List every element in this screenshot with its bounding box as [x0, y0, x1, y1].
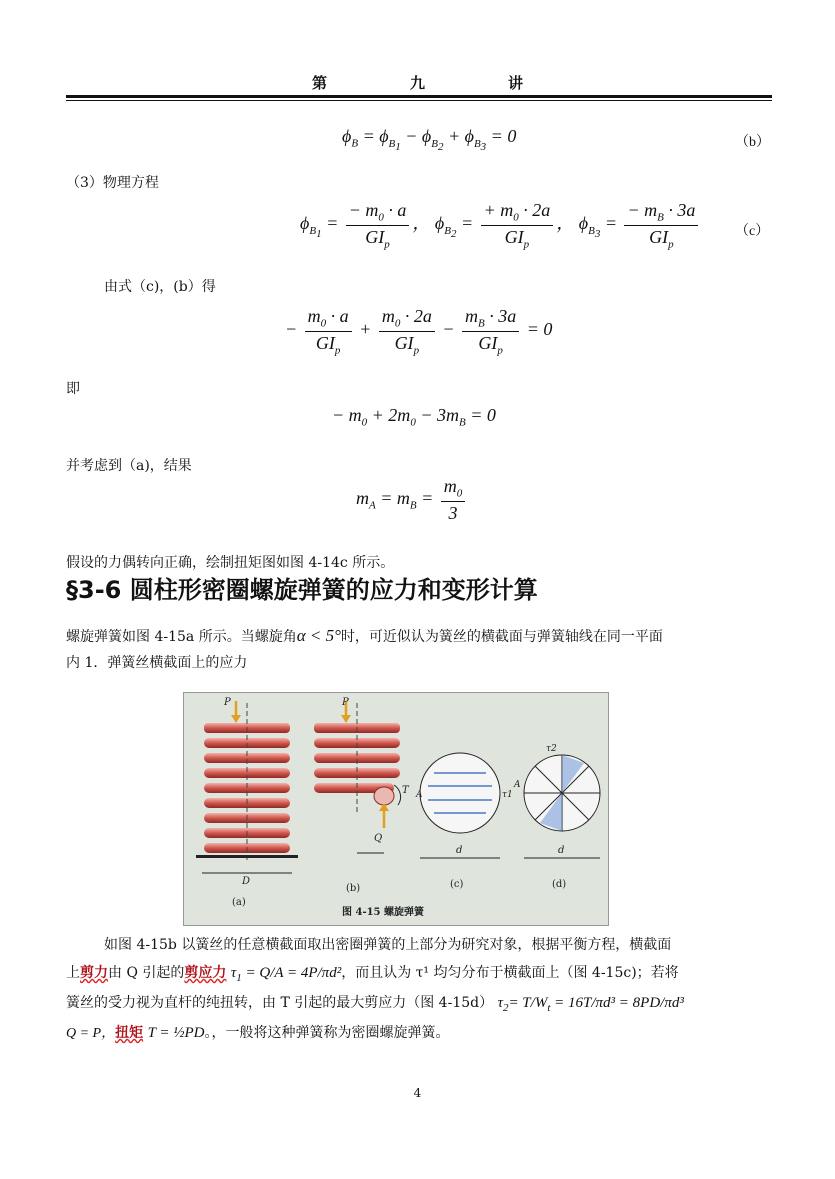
- link-niuju[interactable]: 扭矩: [115, 1025, 144, 1041]
- para-line3: [66, 992, 684, 1014]
- para-l2-a: 上: [66, 965, 80, 981]
- figure-caption: 图 4-15 螺旋弹簧: [342, 907, 424, 918]
- ji-text: 即: [66, 381, 80, 397]
- label-tau1: τ1: [502, 790, 513, 800]
- equation-combined: − $\frac{m_0 \cdot a}{GI_p}$ + $\frac{m_0 \cdot 2a}{GI_p}$ − $\frac{m_B \cdot 3a}{GI_p}$ = 0: [285, 306, 553, 357]
- label-A-c: A: [416, 790, 423, 800]
- page-number: 4: [413, 1086, 422, 1100]
- para-l4-b: 。，一般将这种弹簧称为密圈螺旋弹簧。: [204, 1025, 450, 1041]
- equation-result: $m_A = m_B$ = $\frac{m_0}{3}$: [356, 476, 468, 524]
- para-line4: [66, 1022, 450, 1042]
- tau1-formula: $\tau_1 = Q/A = 4P/\pi d^2$: [230, 965, 342, 984]
- label-tau2: τ2: [546, 744, 557, 754]
- label-d: (d): [552, 879, 567, 890]
- para-l2-b: 由 Q 引起的: [108, 965, 185, 981]
- label-p-a: P: [224, 697, 231, 708]
- para-l4-a: Q = P，: [66, 1026, 116, 1041]
- header-rule-thick: [66, 95, 772, 98]
- assume-text: 假设的力偶转向正确，绘制扭矩图如图 4-14c 所示。: [66, 555, 395, 571]
- intro-line1-b: 时，可近似认为簧丝的横截面与弹簧轴线在同一平面: [340, 629, 663, 645]
- label-D: D: [242, 876, 251, 887]
- equation-b: $\phi_B = \phi_{B_1} - \phi_{B_2} + \phi_{B_3} = 0$: [342, 126, 517, 153]
- equation-c: $\phi_{B_1}$ = $\frac{- m_0 \cdot a}{GI_p}$ ， $\phi_{B_2}$ = $\frac{+ m_0 \cdot 2a}{GI_p}$ ， $\phi_{B_3}$ = $\frac{- m_B \cdot 3a}{GI_p}$: [300, 200, 701, 250]
- intro-line1-a: 螺旋弹簧如图 4-15a 所示。当螺旋角: [66, 629, 297, 645]
- cross-section-d: [524, 755, 600, 858]
- cross-section-c: [420, 753, 500, 858]
- para-l2-c: ，而且认为 τ¹ 均匀分布于横截面上（图 4-15c)；若将: [341, 965, 679, 981]
- label-T: T: [402, 785, 409, 796]
- helix-angle-condition: α < 5°: [296, 626, 341, 645]
- link-jianli[interactable]: 剪力: [80, 965, 108, 981]
- derive-text: 由式（c)，(b）得: [104, 279, 216, 295]
- spring-figure-svg: [184, 693, 608, 925]
- label-c: (c): [450, 879, 464, 890]
- header-rule-thin: [66, 100, 772, 101]
- consider-text: 并考虑到（a)，结果: [66, 458, 192, 474]
- page-header: 第 九 讲: [311, 74, 557, 92]
- step3-label: （3）物理方程: [66, 175, 159, 191]
- equation-tag-b: （b）: [735, 135, 770, 150]
- para-line1: 如图 4-15b 以簧丝的任意横截面取出密圈弹簧的上部分为研究对象，根据平衡方程，横截面: [104, 937, 672, 953]
- tau2-formula: $\tau_2= T/W_t = 16T/\pi d^3 = 8PD/\pi d^3$: [497, 995, 684, 1014]
- label-d-c: d: [456, 845, 463, 856]
- equation-simplified: − $m_0 + 2m_0 - 3m_B = 0$: [332, 405, 496, 429]
- label-A-d: A: [514, 780, 521, 790]
- label-Q: Q: [374, 833, 383, 844]
- intro-line1: [66, 626, 663, 646]
- torque-formula: T = ½PD: [147, 1025, 205, 1041]
- para-l3-a: 簧丝的受力视为直杆的纯扭转，由 T 引起的最大剪应力（图 4-15d）: [66, 995, 494, 1011]
- spring-b: [314, 701, 401, 853]
- para-line2: [66, 962, 679, 984]
- section-title: §3-6 圆柱形密圈螺旋弹簧的应力和变形计算: [66, 576, 538, 604]
- link-jianyingli[interactable]: 剪应力: [184, 965, 227, 981]
- label-p-b: P: [342, 697, 349, 708]
- intro-line2: 内 1．弹簧丝横截面上的应力: [66, 655, 248, 671]
- label-b: (b): [346, 883, 361, 894]
- spring-a: [196, 701, 298, 873]
- label-d-d: d: [558, 845, 565, 856]
- equation-tag-c: （c）: [735, 224, 770, 239]
- spring-figure: [183, 692, 609, 926]
- label-a: (a): [232, 897, 246, 908]
